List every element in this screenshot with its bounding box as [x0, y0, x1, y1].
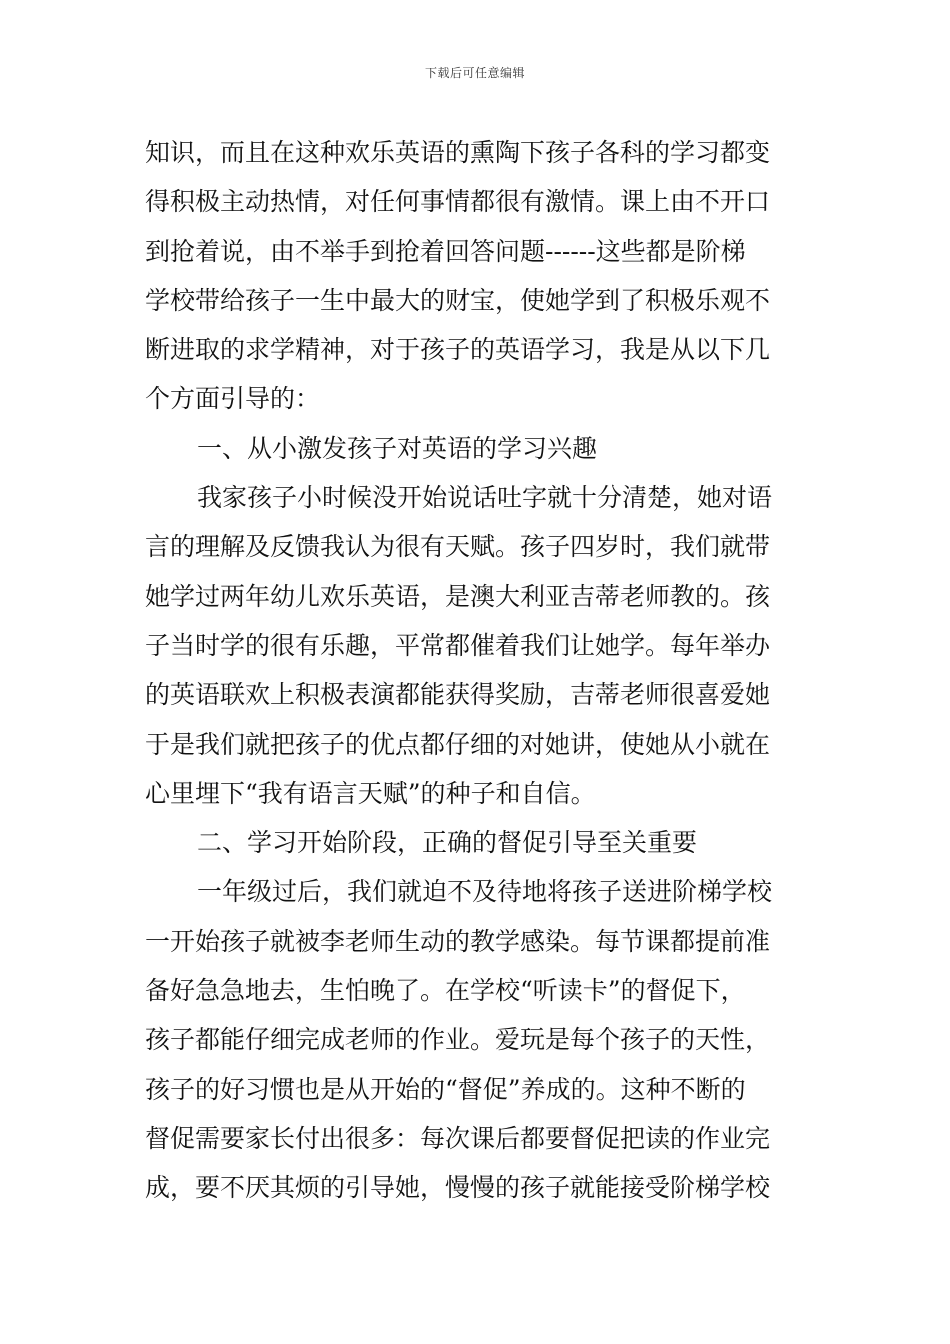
text-line: 备好急急地去，生怕晚了。在学校“听读卡”的督促下，: [145, 976, 746, 1006]
text-line: 于是我们就把孩子的优点都仔细的对她讲，使她从小就在: [145, 729, 771, 759]
document-body: [145, 128, 810, 1213]
text-line: 的英语联欢上积极表演都能获得奖励，吉蒂老师很喜爱她: [145, 680, 771, 710]
text-line: 子当时学的很有乐趣，平常都催着我们让她学。每年举办: [145, 630, 771, 660]
text-line: 言的理解及反馈我认为很有天赋。孩子四岁时，我们就带: [145, 532, 771, 562]
text-line: 成，要不厌其烦的引导她，慢慢的孩子就能接受阶梯学校: [145, 1173, 771, 1203]
text-line: 督促需要家长付出很多：每次课后都要督促把读的作业完: [145, 1123, 771, 1153]
section-heading-1: 一、从小激发孩子对英语的学习兴趣: [197, 433, 598, 463]
text-line: 到抢着说，由不举手到抢着回答问题------这些都是阶梯: [145, 236, 746, 266]
text-line: 得积极主动热情，对任何事情都很有激情。课上由不开口: [145, 187, 771, 217]
text-line: 心里埋下“我有语言天赋”的种子和自信。: [145, 778, 596, 808]
text-line: 她学过两年幼儿欢乐英语，是澳大利亚吉蒂老师教的。孩: [145, 581, 771, 611]
text-line: 孩子都能仔细完成老师的作业。爱玩是每个孩子的天性，: [145, 1025, 771, 1055]
text-line: 断进取的求学精神，对于孩子的英语学习，我是从以下几: [145, 335, 771, 365]
section-heading-2: 二、学习开始阶段，正确的督促引导至关重要: [197, 828, 698, 858]
text-line: 知识，而且在这种欢乐英语的熏陶下孩子各科的学习都变: [145, 138, 771, 167]
page-header: 下载后可任意编辑: [424, 66, 525, 80]
text-line: 我家孩子小时候没开始说话吐字就十分清楚，她对语: [197, 483, 773, 513]
text-line: 个方面引导的：: [145, 384, 321, 414]
text-line: 学校带给孩子一生中最大的财宝，使她学到了积极乐观不: [145, 285, 771, 315]
text-line: 孩子的好习惯也是从开始的“督促”养成的。这种不断的: [145, 1074, 746, 1104]
text-line: 一开始孩子就被李老师生动的教学感染。每节课都提前准: [145, 926, 771, 956]
text-line: 一年级过后，我们就迫不及待地将孩子送进阶梯学校: [197, 877, 773, 907]
